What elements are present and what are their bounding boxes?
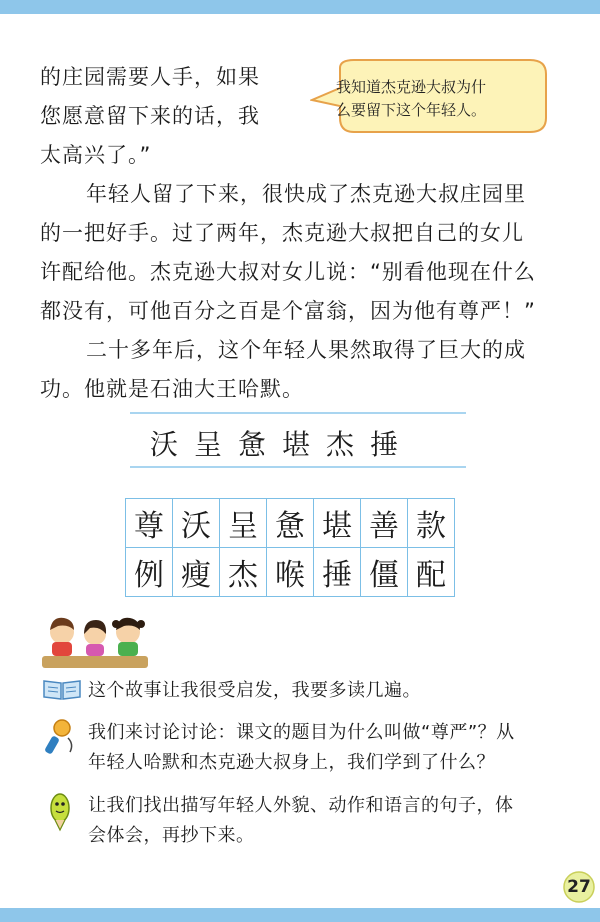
- bottom-border-band: [0, 908, 600, 922]
- grid-cell: 杰: [220, 548, 267, 597]
- page-number: 27: [567, 877, 591, 897]
- grid-cell: 配: [408, 548, 455, 597]
- children-reading-illustration: [40, 612, 150, 670]
- grid-cell: 善: [361, 499, 408, 548]
- grid-cell: 瘦: [173, 548, 220, 597]
- story-line-3: 太高兴了。”: [40, 143, 152, 167]
- recognize-characters: 沃呈惫堪杰捶: [150, 428, 415, 461]
- open-book-icon: [42, 677, 82, 701]
- grid-cell: 惫: [267, 499, 314, 548]
- activity-copy-line-2: 会体会，再抄下来。: [88, 825, 255, 846]
- activity-discuss-line-1: 我们来讨论讨论：课文的题目为什么叫做“尊严”？从: [88, 722, 515, 743]
- grid-cell: 沃: [173, 499, 220, 548]
- write-characters-grid: [125, 498, 455, 597]
- bubble-line-1: 我知道杰克逊大叔为什: [336, 78, 487, 96]
- story-line-9: 功。他就是石油大王哈默。: [40, 377, 304, 401]
- grid-cell: 款: [408, 499, 455, 548]
- grid-cell: 捶: [314, 548, 361, 597]
- grid-row-1: [126, 499, 455, 548]
- grid-cell: 尊: [126, 499, 173, 548]
- story-line-6: 许配给他。杰克逊大叔对女儿说：“别看他现在什么: [40, 260, 536, 284]
- story-line-2: 您愿意留下来的话，我: [40, 104, 260, 128]
- grid-cell: 例: [126, 548, 173, 597]
- bubble-line-2: 么要留下这个年轻人。: [336, 101, 487, 119]
- activity-copy-line-1: 让我们找出描写年轻人外貌、动作和语言的句子，体: [88, 795, 514, 816]
- story-line-7: 都没有，可他百分之百是个富翁，因为他有尊严！”: [40, 299, 536, 323]
- story-line-5: 的一把好手。过了两年，杰克逊大叔把自己的女儿: [40, 221, 524, 245]
- story-line-4: 年轻人留了下来，很快成了杰克逊大叔庄园里: [86, 182, 526, 206]
- grid-cell: 僵: [361, 548, 408, 597]
- grid-cell: 喉: [267, 548, 314, 597]
- grid-row-2: [126, 548, 455, 597]
- story-line-1: 的庄园需要人手，如果: [40, 65, 260, 89]
- activity-discuss-line-2: 年轻人哈默和杰克逊大叔身上，我们学到了什么？: [88, 752, 495, 773]
- pencil-character-icon: [46, 790, 74, 832]
- microphone-icon: [42, 718, 78, 758]
- grid-cell: 堪: [314, 499, 361, 548]
- grid-cell: 呈: [220, 499, 267, 548]
- story-line-8: 二十多年后，这个年轻人果然取得了巨大的成: [86, 338, 526, 362]
- page-number-badge: [562, 870, 596, 904]
- recognize-bottom-rule: [130, 466, 466, 468]
- recognize-top-rule: [130, 412, 466, 414]
- top-border-band: [0, 0, 600, 14]
- activity-reading: 这个故事让我很受启发，我要多读几遍。: [88, 680, 421, 701]
